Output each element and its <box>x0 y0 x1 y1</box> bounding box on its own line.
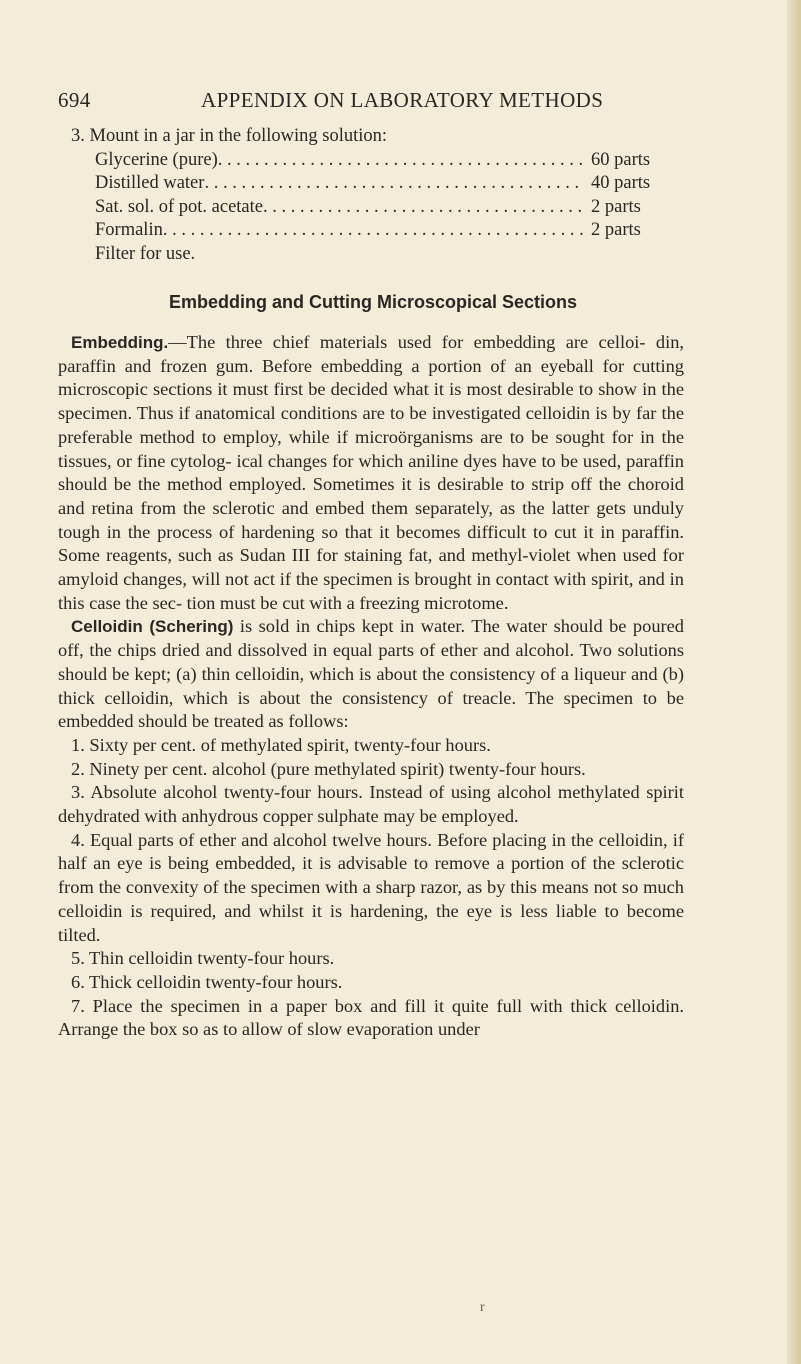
section-heading: Embedding and Cutting Microscopical Sections <box>168 292 578 312</box>
run-in-heading: Celloidin (Schering) <box>71 617 234 637</box>
step-item: 2. Ninety per cent. alcohol (pure methylated spirit) twenty-four hours. <box>71 758 586 779</box>
page-number: 694 <box>58 88 91 112</box>
ingredient-name: Sat. sol. of pot. acetate <box>95 196 263 217</box>
run-in-heading: Embedding. <box>71 333 169 352</box>
paragraph-text: is sold in chips kept in water. The water should be poured off, the chips dried and dissolved in equal parts of ether and alcohol. Two solutions should be kept; (a) thin celloidin, which is about the consistency of a liqueur and (b) thick celloidin, which is about the consistency of treacle. The specimen to be embedded should be treated as follows: <box>58 616 685 732</box>
ingredient-row <box>95 149 681 173</box>
running-title: APPENDIX ON LABORATORY METHODS <box>201 88 604 112</box>
step-item: 4. Equal parts of ether and alcohol twelve hours. Before placing in the celloidin, if half an eye is being embedded, it is advisable to remove a portion of the sclerotic from the convexity of the specimen with a sharp razor, as by this means not so much celloidin is required, and whilst it is hardening, the eye is less liable to become tilted. <box>58 829 684 945</box>
body-text <box>58 331 684 1042</box>
embedding-paragraph <box>58 331 684 615</box>
ingredient-row <box>95 219 681 243</box>
mounting-solution-recipe <box>58 125 688 267</box>
leader-dots <box>263 196 585 220</box>
recipe-lead: 3. Mount in a jar in the following solution: <box>71 126 388 146</box>
step-item: 1. Sixty per cent. of methylated spirit, twenty-four hours. <box>71 734 491 755</box>
page-edge <box>787 0 801 1364</box>
ingredient-row <box>95 196 681 220</box>
step-item: 6. Thick celloidin twenty-four hours. <box>71 971 343 992</box>
recipe-note: Filter for use. <box>95 243 196 264</box>
step-item: 3. Absolute alcohol twenty-four hours. Instead of using alcohol methylated spirit dehydrated with anhydrous copper sulphate may be employed. <box>58 782 684 827</box>
step-item: 5. Thin celloidin twenty-four hours. <box>71 948 335 969</box>
step-item: 7. Place the specimen in a paper box and fill it quite full with thick celloidin. Arrange the box so as to allow of slow evaporation under <box>58 995 684 1040</box>
ingredient-amount: 2 parts <box>591 196 641 217</box>
ingredient-amount: 2 parts <box>591 220 641 241</box>
paragraph-text: —The three chief materials used for embedding are celloi- din, paraffin and frozen gum. Before embedding a portion of an eyeball for cutting microscopic sections it must first be decided what it is most desirable to show in the specimen. Thus if anatomical conditions are to be investigated celloidin is by far the preferable method to employ, while if microörganisms are to be sought for in the tissues, or fine cytolog- ical changes for which aniline dyes have to be used, paraffin should be the method employed. Sometimes it is desirable to strip off the choroid and retina from the sclerotic and embed them separately, as the latter gets unduly tough in the process of hardening so that it becomes difficult to cut it in paraffin. Some reagents, such as Sudan III for staining fat, and methyl-violet when used for amyloid changes, will not act if the specimen is brought in contact with spirit, and in this case the sec- tion must be cut with a freezing microtome. <box>58 332 684 613</box>
leader-dots <box>163 219 585 243</box>
celloidin-paragraph <box>58 615 684 734</box>
ingredient-name: Glycerine (pure) <box>95 149 218 170</box>
ingredient-row <box>95 172 681 196</box>
ingredient-amount: 60 parts <box>591 149 651 170</box>
ingredient-amount: 40 parts <box>591 173 651 194</box>
leader-dots <box>218 149 585 173</box>
leader-dots <box>204 172 585 196</box>
ingredient-name: Formalin <box>95 220 163 241</box>
ingredient-name: Distilled water <box>95 173 205 194</box>
printer-mark: r <box>480 1300 485 1315</box>
